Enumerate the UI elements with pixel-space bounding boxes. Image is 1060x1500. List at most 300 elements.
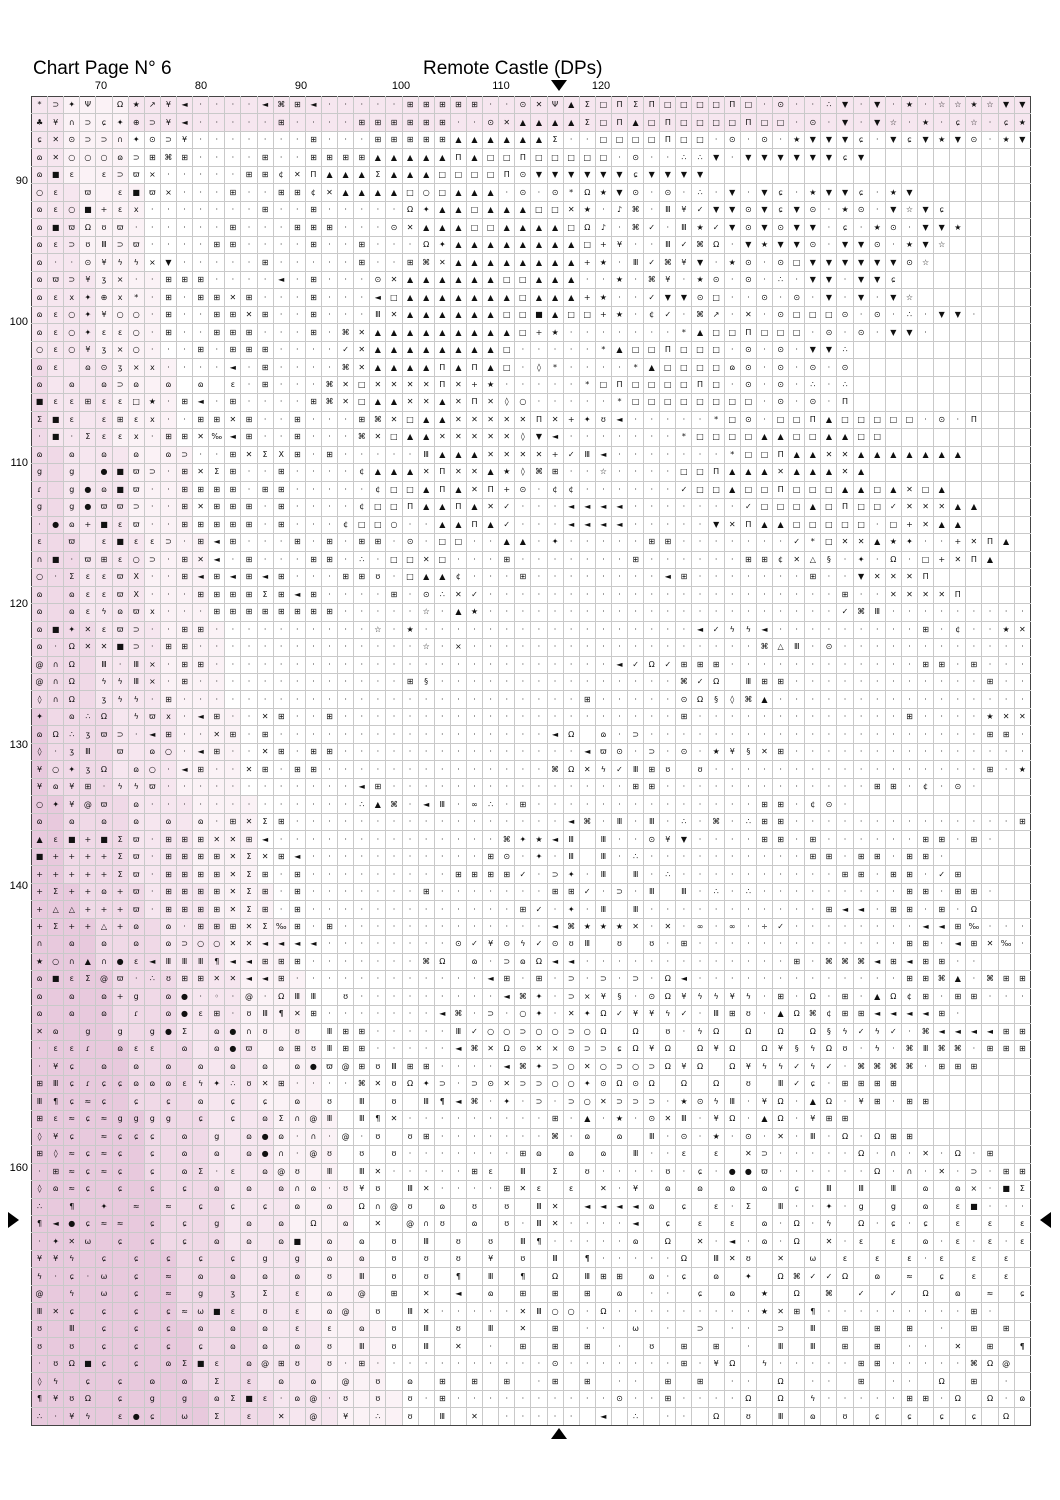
chart-cell: ·	[450, 918, 466, 935]
chart-row	[32, 883, 1031, 900]
chart-cell: ▲	[450, 604, 466, 621]
chart-cell: ⊞	[821, 848, 837, 865]
chart-cell	[998, 411, 1014, 428]
chart-cell: Σ	[273, 1111, 289, 1128]
chart-cell: ⌘	[160, 149, 176, 166]
chart-cell: ×	[128, 359, 144, 376]
chart-cell: ɕ	[144, 1181, 160, 1198]
chart-cell: ⊞	[918, 883, 934, 900]
chart-cell: ⊞	[289, 184, 305, 201]
chart-cell: ⊞	[144, 149, 160, 166]
chart-cell: ·	[241, 254, 257, 271]
chart-cell: Π	[611, 114, 627, 131]
chart-cell: Ω	[773, 1390, 789, 1407]
chart-cell: ⊃	[563, 1093, 579, 1110]
chart-cell: ·	[483, 901, 499, 918]
chart-cell: ·	[289, 971, 305, 988]
chart-cell: ¥	[64, 1408, 80, 1426]
chart-cell: ·	[193, 97, 209, 114]
chart-cell: ·	[241, 481, 257, 498]
chart-cell: ·	[305, 376, 321, 393]
chart-cell: Ⅲ	[402, 1181, 418, 1198]
chart-cell: ·	[966, 953, 982, 970]
chart-cell: ·	[176, 411, 192, 428]
chart-cell: ·	[644, 708, 660, 725]
chart-cell: ·	[321, 1006, 337, 1023]
chart-cell: ▼	[853, 254, 869, 271]
chart-cell: ·	[563, 1408, 579, 1426]
chart-cell	[982, 1268, 998, 1285]
chart-cell: ✓	[611, 1006, 627, 1023]
chart-cell: ⊞	[289, 866, 305, 883]
chart-cell: Ω	[96, 761, 112, 778]
chart-cell: ʊ	[499, 1198, 515, 1215]
chart-cell: ·	[434, 901, 450, 918]
chart-cell: □	[756, 481, 772, 498]
chart-cell: ·	[273, 796, 289, 813]
chart-cell: ★	[805, 184, 821, 201]
chart-cell: ·	[434, 1041, 450, 1058]
chart-cell: ✓	[773, 918, 789, 935]
chart-cell: ·	[483, 743, 499, 760]
chart-cell: ·	[370, 1041, 386, 1058]
chart-cell: ✕	[289, 166, 305, 183]
chart-cell: ◄	[918, 918, 934, 935]
chart-cell	[1014, 166, 1030, 183]
chart-cell: ε	[289, 1320, 305, 1337]
chart-cell: □	[756, 324, 772, 341]
chart-cell: ·	[193, 306, 209, 323]
chart-cell: ·	[499, 901, 515, 918]
chart-cell: ϖ	[112, 569, 128, 586]
chart-cell: ·	[499, 97, 515, 114]
chart-cell: ⊞	[305, 201, 321, 218]
chart-cell: ·	[289, 481, 305, 498]
chart-cell: ·	[531, 481, 547, 498]
chart-cell: ɕ	[257, 1093, 273, 1110]
chart-cell: ✕	[950, 551, 966, 568]
chart-cell: ⌘	[885, 1058, 901, 1075]
chart-cell: Ⅲ	[160, 953, 176, 970]
chart-cell: ·	[305, 481, 321, 498]
chart-cell: ∩	[32, 936, 48, 953]
chart-cell: ○	[515, 394, 531, 411]
chart-cell	[176, 1058, 192, 1075]
chart-cell	[950, 1111, 966, 1128]
chart-cell: Ω	[724, 1058, 740, 1075]
chart-cell: ·	[193, 236, 209, 253]
chart-cell: ·	[160, 586, 176, 603]
chart-cell	[144, 1303, 160, 1320]
chart-cell: ·	[531, 743, 547, 760]
chart-cell: ▼	[885, 324, 901, 341]
chart-cell	[918, 289, 934, 306]
chart-cell: ·	[547, 656, 563, 673]
chart-cell: ▲	[450, 236, 466, 253]
chart-cell: ε	[96, 586, 112, 603]
chart-cell: ·	[321, 97, 337, 114]
chart-cell: ✦	[531, 1058, 547, 1075]
chart-cell	[644, 1216, 660, 1233]
chart-cell	[869, 796, 885, 813]
chart-cell: ∴	[676, 813, 692, 830]
chart-cell: Ⅲ	[483, 1268, 499, 1285]
chart-cell: ·	[257, 551, 273, 568]
chart-cell: ▲	[450, 184, 466, 201]
chart-cell: ·	[611, 569, 627, 586]
chart-cell: ɷ	[756, 1181, 772, 1198]
chart-cell: ·	[837, 743, 853, 760]
chart-cell: ·	[176, 236, 192, 253]
chart-cell: ⌘	[273, 97, 289, 114]
chart-cell: ɷ	[32, 604, 48, 621]
chart-cell: ϟ	[756, 1355, 772, 1372]
chart-cell	[1014, 1373, 1030, 1390]
chart-cell: △	[64, 901, 80, 918]
chart-cell: ʊ	[692, 761, 708, 778]
chart-cell: ʊ	[402, 1128, 418, 1145]
chart-cell	[466, 1250, 482, 1267]
chart-cell: Ⅲ	[418, 1338, 434, 1355]
chart-cell: ·	[789, 813, 805, 830]
chart-cell: Ⅲ	[644, 883, 660, 900]
chart-cell: ·	[998, 918, 1014, 935]
chart-cell: ▲	[418, 359, 434, 376]
chart-cell	[918, 271, 934, 288]
chart-cell: ⊙	[740, 271, 756, 288]
chart-cell	[644, 1181, 660, 1198]
chart-cell: Σ	[579, 114, 595, 131]
chart-cell: ¥	[595, 988, 611, 1005]
chart-row	[32, 1303, 1031, 1320]
chart-cell: ▲	[450, 254, 466, 271]
chart-cell: ·	[821, 936, 837, 953]
chart-cell: ·	[918, 673, 934, 690]
chart-cell: ▲	[418, 569, 434, 586]
chart-cell: ʊ	[64, 1390, 80, 1407]
chart-cell: §	[789, 1041, 805, 1058]
chart-cell: Ⅲ	[676, 219, 692, 236]
chart-cell: ϖ	[144, 778, 160, 795]
chart-cell: ·	[885, 1390, 901, 1407]
chart-cell: +	[112, 883, 128, 900]
chart-cell: Ω	[273, 988, 289, 1005]
chart-cell: ɕ	[160, 1320, 176, 1337]
chart-cell: ▲	[370, 464, 386, 481]
chart-cell: ɷ	[160, 446, 176, 463]
chart-cell: ⊞	[321, 534, 337, 551]
chart-cell: □	[450, 534, 466, 551]
chart-cell: ★	[692, 219, 708, 236]
chart-cell: ·	[321, 271, 337, 288]
chart-cell: ·	[225, 778, 241, 795]
chart-cell: ϖ	[595, 743, 611, 760]
chart-cell: ⊞	[176, 429, 192, 446]
chart-cell: ·	[611, 586, 627, 603]
chart-cell: ✕	[869, 569, 885, 586]
chart-cell: Ω	[950, 1390, 966, 1407]
chart-cell: ▼	[901, 184, 917, 201]
chart-cell: ·	[708, 551, 724, 568]
chart-row	[32, 673, 1031, 690]
chart-cell: ⊞	[176, 848, 192, 865]
chart-cell: ɷ	[257, 1320, 273, 1337]
chart-cell	[998, 883, 1014, 900]
chart-cell: ⊞	[176, 464, 192, 481]
chart-row	[32, 481, 1031, 498]
chart-cell: ɷ	[724, 1181, 740, 1198]
chart-cell	[64, 1373, 80, 1390]
chart-cell: ·	[531, 1390, 547, 1407]
chart-cell: Ω	[756, 1041, 772, 1058]
chart-cell	[950, 464, 966, 481]
stitch-grid[interactable]	[31, 96, 1031, 1426]
chart-cell: ≈	[96, 1111, 112, 1128]
chart-cell: ⊃	[563, 1023, 579, 1040]
chart-cell: ·	[982, 918, 998, 935]
chart-cell: ⊞	[934, 1006, 950, 1023]
chart-cell: ·	[209, 184, 225, 201]
chart-cell: ⊞	[209, 411, 225, 428]
chart-cell: ⊞	[885, 1076, 901, 1093]
chart-cell: ✕	[499, 114, 515, 131]
design-title: Remote Castle (DPs)	[423, 58, 603, 79]
chart-cell	[176, 1285, 192, 1302]
chart-cell	[450, 1408, 466, 1426]
chart-cell	[144, 376, 160, 393]
chart-cell	[466, 1320, 482, 1337]
chart-cell: ·	[305, 516, 321, 533]
chart-cell: ·	[466, 761, 482, 778]
chart-cell: □	[708, 114, 724, 131]
chart-cell: ⊞	[160, 639, 176, 656]
chart-cell: ·	[370, 708, 386, 725]
chart-cell	[176, 1338, 192, 1355]
chart-cell: ɷ	[64, 988, 80, 1005]
chart-cell: ·	[386, 691, 402, 708]
chart-cell	[241, 1058, 257, 1075]
chart-cell: ·	[483, 1181, 499, 1198]
chart-cell: ·	[756, 1006, 772, 1023]
chart-cell: ✕	[901, 499, 917, 516]
chart-cell: ɕ	[128, 1320, 144, 1337]
chart-cell: ·	[773, 656, 789, 673]
chart-cell: ·	[966, 1041, 982, 1058]
chart-cell: ·	[724, 586, 740, 603]
chart-cell: ·	[193, 324, 209, 341]
chart-cell: ɷ	[128, 936, 144, 953]
chart-cell	[193, 1023, 209, 1040]
chart-cell: ·	[144, 901, 160, 918]
chart-cell: ▼	[740, 236, 756, 253]
chart-cell: ⊞	[273, 848, 289, 865]
chart-cell: ·	[773, 569, 789, 586]
chart-cell: ·	[918, 761, 934, 778]
chart-cell	[966, 324, 982, 341]
chart-cell: ɷ	[289, 1390, 305, 1407]
chart-cell: ·	[805, 813, 821, 830]
chart-cell: ⊃	[579, 1041, 595, 1058]
chart-cell: +	[466, 376, 482, 393]
chart-cell: ⊙	[805, 359, 821, 376]
ruler-label-col-100: 100	[391, 80, 411, 92]
chart-cell: ‰	[966, 918, 982, 935]
chart-cell: ·	[370, 551, 386, 568]
chart-cell: ʊ	[418, 1268, 434, 1285]
chart-cell	[305, 1198, 321, 1215]
chart-cell: ☆	[918, 254, 934, 271]
chart-cell: ·	[547, 516, 563, 533]
chart-cell	[950, 376, 966, 393]
chart-cell: ·	[257, 411, 273, 428]
chart-cell: ·	[660, 499, 676, 516]
chart-cell: ⊞	[209, 306, 225, 323]
chart-cell: ·	[289, 306, 305, 323]
chart-cell: ✓	[531, 901, 547, 918]
chart-cell: ·	[579, 621, 595, 638]
chart-cell: ▼	[821, 254, 837, 271]
chart-cell: ◄	[724, 1233, 740, 1250]
chart-cell: ·	[756, 604, 772, 621]
chart-cell: ·	[338, 639, 354, 656]
chart-cell: ▲	[386, 166, 402, 183]
chart-cell	[386, 1390, 402, 1407]
chart-cell: ✕	[225, 848, 241, 865]
chart-cell: ·	[934, 708, 950, 725]
chart-cell: ✕	[837, 464, 853, 481]
chart-cell: ·	[450, 708, 466, 725]
chart-cell: ·	[225, 621, 241, 638]
chart-cell	[1014, 1303, 1030, 1320]
chart-cell: ·	[724, 1128, 740, 1145]
chart-cell: ⊞	[241, 831, 257, 848]
chart-cell	[1014, 289, 1030, 306]
chart-cell: ɕ	[80, 1111, 96, 1128]
chart-cell: ·	[434, 708, 450, 725]
chart-cell	[80, 376, 96, 393]
chart-cell: ◄	[209, 551, 225, 568]
chart-cell: Ⅲ	[821, 1181, 837, 1198]
chart-cell: ⌘	[982, 971, 998, 988]
chart-cell: ★	[885, 184, 901, 201]
chart-cell	[982, 901, 998, 918]
chart-cell: ▲	[450, 324, 466, 341]
chart-cell: ·	[773, 1355, 789, 1372]
chart-cell: ⊞	[193, 481, 209, 498]
chart-cell: ⊞	[96, 551, 112, 568]
chart-cell: *	[611, 394, 627, 411]
chart-cell: ·	[660, 1128, 676, 1145]
chart-cell: ★	[837, 201, 853, 218]
chart-cell: ε	[982, 1233, 998, 1250]
chart-cell: ·	[321, 1076, 337, 1093]
chart-cell: ·	[176, 359, 192, 376]
chart-cell: ·	[708, 936, 724, 953]
chart-cell: ·	[901, 551, 917, 568]
chart-cell	[370, 1268, 386, 1285]
chart-cell: ▲	[773, 1006, 789, 1023]
chart-cell: ⊞	[160, 306, 176, 323]
chart-cell: ·	[853, 988, 869, 1005]
chart-cell: Π	[724, 97, 740, 114]
chart-cell: ·	[660, 1320, 676, 1337]
chart-cell: ·	[418, 936, 434, 953]
chart-cell	[193, 1041, 209, 1058]
chart-cell: ·	[321, 429, 337, 446]
chart-cell	[821, 1338, 837, 1355]
chart-cell: ✕	[531, 1041, 547, 1058]
chart-cell	[209, 1058, 225, 1075]
chart-cell: ·	[225, 639, 241, 656]
chart-cell: ·	[434, 726, 450, 743]
chart-cell: ·	[611, 1338, 627, 1355]
chart-cell: ·	[370, 219, 386, 236]
chart-cell: ✕	[386, 411, 402, 428]
chart-cell: □	[773, 411, 789, 428]
chart-cell	[80, 988, 96, 1005]
chart-cell: ·	[579, 1303, 595, 1320]
chart-cell: ·	[821, 988, 837, 1005]
chart-cell: ·	[225, 131, 241, 148]
chart-cell: ·	[676, 796, 692, 813]
chart-cell: ⊞	[257, 866, 273, 883]
chart-cell: ·	[193, 639, 209, 656]
chart-cell: Σ	[176, 1355, 192, 1372]
chart-cell: ·	[483, 656, 499, 673]
chart-cell: x	[112, 289, 128, 306]
chart-cell: ·	[821, 656, 837, 673]
chart-cell: ·	[837, 936, 853, 953]
chart-cell: ʊ	[80, 236, 96, 253]
chart-cell: +	[64, 918, 80, 935]
chart-cell: ·	[821, 743, 837, 760]
chart-cell: ✕	[515, 411, 531, 428]
chart-cell: ε	[966, 1268, 982, 1285]
chart-cell: Π	[708, 464, 724, 481]
chart-cell	[982, 796, 998, 813]
chart-cell: ·	[660, 1268, 676, 1285]
chart-cell: ·	[579, 131, 595, 148]
chart-cell: ε	[80, 569, 96, 586]
chart-cell: ·	[885, 743, 901, 760]
chart-cell: ·	[418, 988, 434, 1005]
chart-cell: ·	[354, 621, 370, 638]
chart-cell: ɷ	[176, 1146, 192, 1163]
chart-cell: ⊞	[305, 551, 321, 568]
chart-cell: ⊞	[273, 569, 289, 586]
chart-cell: ✦	[64, 761, 80, 778]
chart-cell: ·	[595, 1355, 611, 1372]
chart-cell: ⊞	[160, 831, 176, 848]
chart-cell: ⊙	[740, 359, 756, 376]
chart-cell: □	[354, 516, 370, 533]
chart-cell: ·	[48, 569, 64, 586]
chart-cell: ⊞	[273, 464, 289, 481]
chart-cell: ·	[950, 761, 966, 778]
chart-cell: ·	[676, 918, 692, 935]
chart-cell: ⊃	[547, 1058, 563, 1075]
chart-cell: +	[112, 988, 128, 1005]
chart-cell: ⊙	[80, 254, 96, 271]
chart-cell: ⊞	[305, 131, 321, 148]
chart-cell: □	[644, 376, 660, 393]
chart-cell: ⊞	[837, 1076, 853, 1093]
chart-cell	[563, 1320, 579, 1337]
chart-cell: ▲	[370, 341, 386, 358]
chart-cell: ·	[998, 604, 1014, 621]
chart-cell: ·	[434, 1303, 450, 1320]
chart-cell	[611, 901, 627, 918]
